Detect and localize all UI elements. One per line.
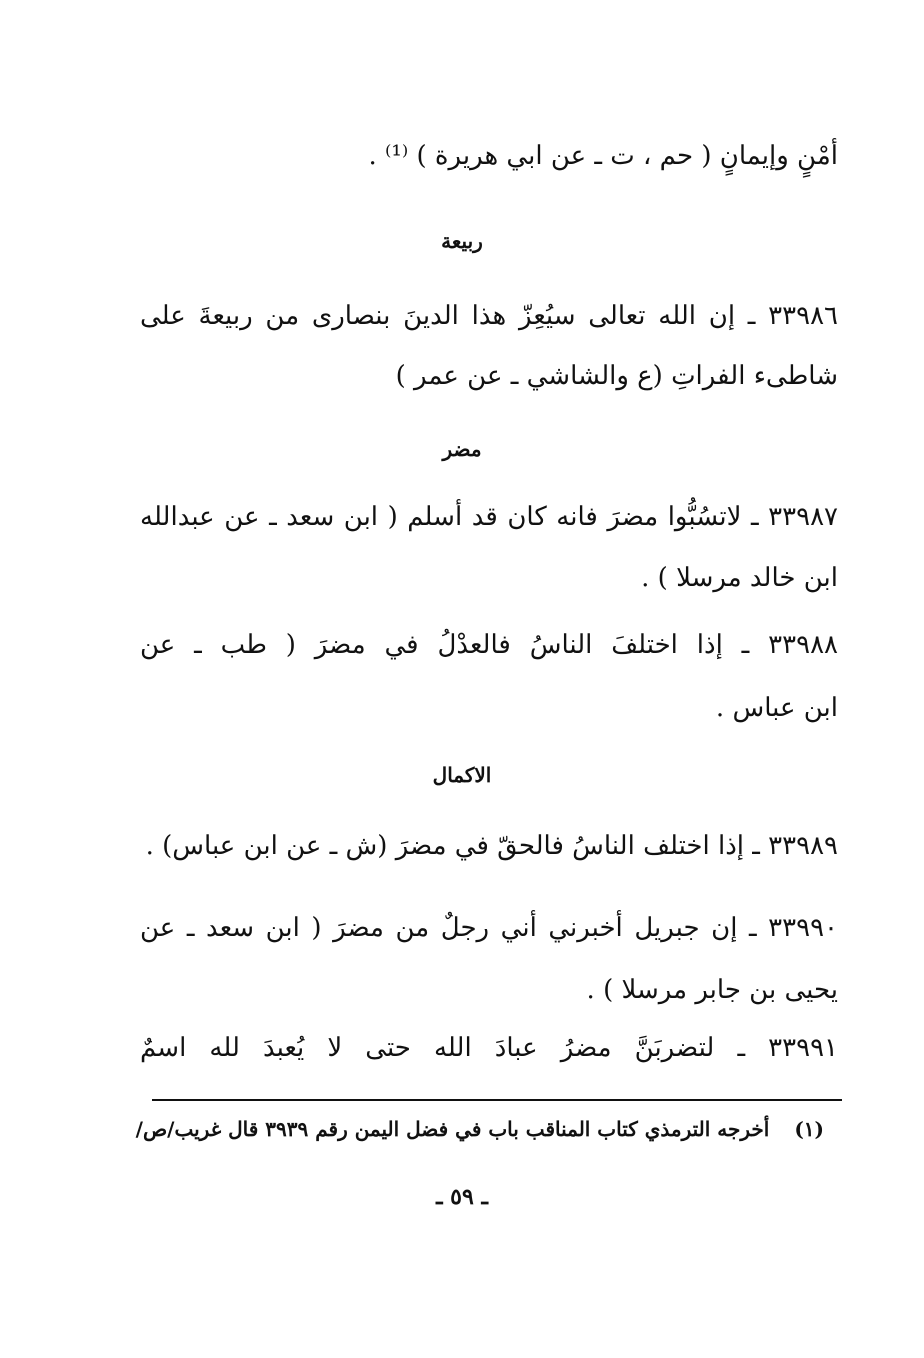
section-heading-mudar: مضر xyxy=(442,437,482,461)
hadith-33987-line-2: ابن خالد مرسلا ) . xyxy=(641,563,838,593)
footnote-text: أخرجه الترمذي كتاب المناقب باب في فضل اليمن رقم ٣٩٣٩ قال غريب/ص/ xyxy=(135,1117,770,1141)
hadith-33988-line-2: ابن عباس . xyxy=(715,693,838,723)
hadith-33990-line-1: ٣٣٩٩٠ ـ إن جبريل أخبرني أني رجلٌ من مضرَ ( ابن سعد ـ عن xyxy=(140,913,838,943)
section-heading-ikmal: الاكمال xyxy=(432,763,492,787)
hadith-33986-line-2: شاطىء الفراتِ (ع والشاشي ـ عن عمر ) xyxy=(395,361,838,391)
hadith-33991-line-1: ٣٣٩٩١ ـ لتضربَنَّ مضرُ عبادَ الله حتى لا يُعبدَ لله اسمٌ xyxy=(140,1033,838,1063)
hadith-33987-line-1: ٣٣٩٨٧ ـ لاتسُبُّوا مضرَ فانه كان قد أسلم ( ابن سعد ـ عن عبدالله xyxy=(140,502,838,532)
hadith-33990-line-2: يحيى بن جابر مرسلا ) . xyxy=(586,975,838,1005)
hadith-33989-line-1: ٣٣٩٨٩ ـ إذا اختلف الناسُ فالحقّ في مضرَ (ش ـ عن ابن عباس) . xyxy=(145,831,838,861)
hadith-33988-line-1: ٣٣٩٨٨ ـ إذا اختلفَ الناسُ فالعدْلُ في مضرَ ( طب ـ عن xyxy=(140,630,838,660)
footnote-marker: (١) xyxy=(794,1117,824,1141)
section-heading-rabia: ربيعة xyxy=(441,229,483,253)
footnote xyxy=(136,1112,824,1146)
footnote-divider xyxy=(152,1099,842,1101)
page-number: ـ ٥٩ ـ xyxy=(436,1184,488,1210)
text-line-1: أمْنٍ وإيمانٍ ( حم ، ت ـ عن ابي هريرة ) ⁽¹⁾ . xyxy=(368,141,838,171)
hadith-33986-line-1: ٣٣٩٨٦ ـ إن الله تعالى سيُعِزّ هذا الدينَ بنصارى من ربيعةَ على xyxy=(140,301,838,331)
